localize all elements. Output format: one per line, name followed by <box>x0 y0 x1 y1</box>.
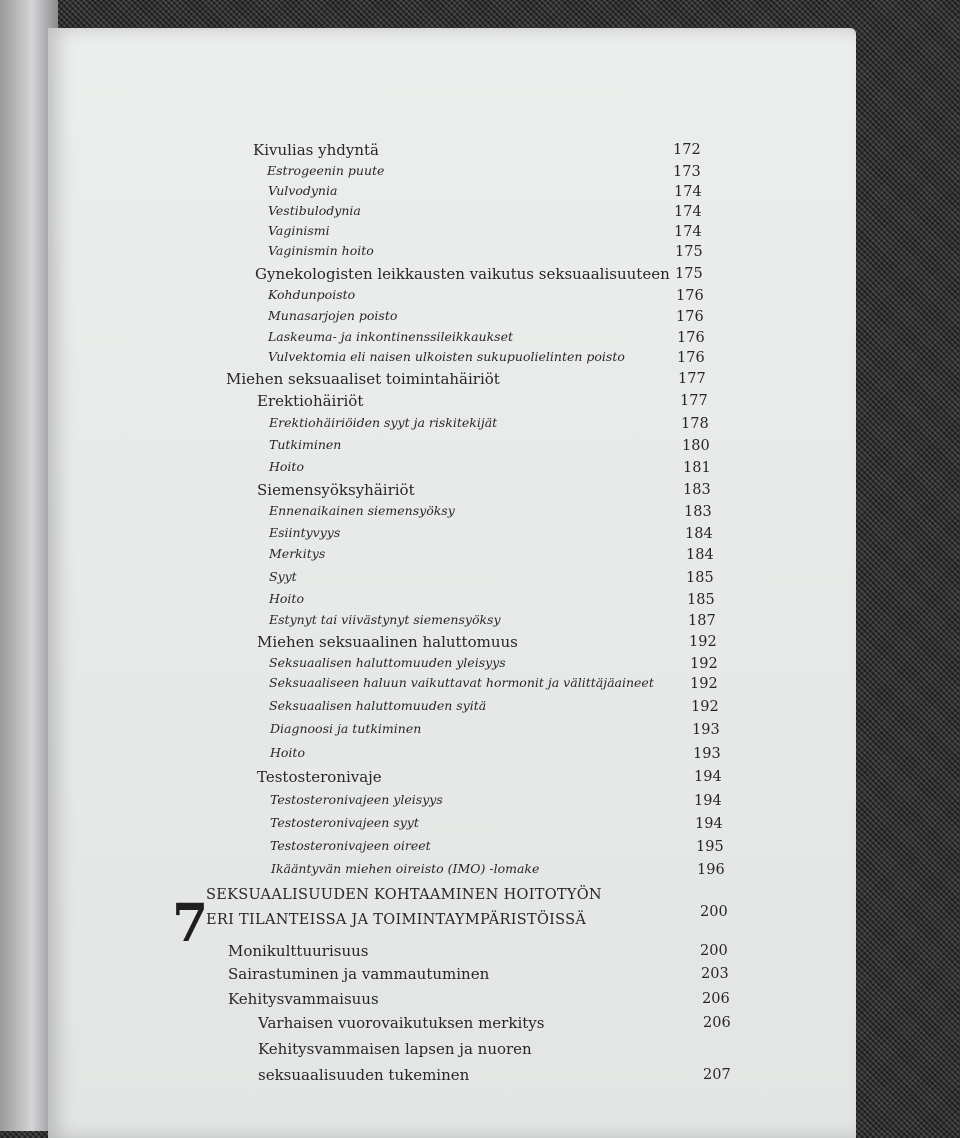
chapter-page-number: 200 <box>700 904 728 920</box>
toc-entry-page-number: 187 <box>688 613 716 629</box>
toc-entry-title: Laskeuma- ja inkontinenssileikkaukset <box>268 329 513 344</box>
toc-entry-title: Miehen seksuaalinen haluttomuus <box>257 633 518 651</box>
toc-entry-page-number: 177 <box>680 393 708 409</box>
toc-entry-title: Seksuaalisen haluttomuuden yleisyys <box>269 655 506 670</box>
toc-entry-page-number: 184 <box>686 547 714 563</box>
toc-entry-page-number: 192 <box>690 676 718 692</box>
toc-entry-page-number: 178 <box>681 416 709 432</box>
toc-entry-title: Sairastuminen ja vammautuminen <box>228 965 490 983</box>
toc-entry-title: Varhaisen vuorovaikutuksen merkitys <box>258 1014 545 1032</box>
toc-entry-page-number: 180 <box>682 438 710 454</box>
toc-entry-page-number: 192 <box>691 699 719 715</box>
toc-entry-page-number: 176 <box>676 288 704 304</box>
toc-entry-title: Ennenaikainen siemensyöksy <box>269 503 455 518</box>
toc-entry-title: Gynekologisten leikkausten vaikutus seksuaalisuuteen <box>255 265 670 283</box>
toc-entry-title: Kivulias yhdyntä <box>253 141 379 159</box>
toc-entry-title: Testosteronivajeen syyt <box>270 815 419 830</box>
toc-entry-title: Hoito <box>270 745 305 760</box>
toc-entry-page-number: 194 <box>694 793 722 809</box>
toc-entry-page-number: 175 <box>675 266 703 282</box>
toc-entry-title: Miehen seksuaaliset toimintahäiriöt <box>226 370 500 388</box>
toc-entry-page-number: 183 <box>683 482 711 498</box>
toc-entry-page-number: 176 <box>676 309 704 325</box>
toc-entry-title: Estrogeenin puute <box>267 163 385 178</box>
toc-entry-title: Erektiohäiriöiden syyt ja riskitekijät <box>269 415 498 430</box>
toc-entry-page-number: 207 <box>703 1067 731 1083</box>
toc-entry-page-number: 200 <box>700 943 728 959</box>
toc-entry-page-number: 194 <box>694 769 722 785</box>
toc-entry-page-number: 203 <box>701 966 729 982</box>
toc-entry-title: Hoito <box>269 459 304 474</box>
toc-entry-page-number: 174 <box>674 204 702 220</box>
toc-entry-page-number: 181 <box>683 460 711 476</box>
toc-entry-title: Munasarjojen poisto <box>268 308 398 323</box>
toc-entry-title: Vaginismin hoito <box>268 243 374 258</box>
toc-entry-page-number: 172 <box>673 142 701 158</box>
toc-entry-page-number: 174 <box>674 224 702 240</box>
toc-entry-title: Ikääntyvän miehen oireisto (IMO) -lomake <box>271 861 540 876</box>
toc-entry-title: Hoito <box>269 591 304 606</box>
toc-entry-page-number: 175 <box>675 244 703 260</box>
toc-entry-page-number: 195 <box>696 839 724 855</box>
toc-entry-title: Erektiohäiriöt <box>257 392 364 410</box>
toc-entry-title: Syyt <box>269 569 297 584</box>
toc-entry-page-number: 185 <box>687 592 715 608</box>
toc-entry-page-number: 176 <box>677 350 705 366</box>
chapter-title-line-2: ERI TILANTEISSA JA TOIMINTAYMPÄRISTÖISSÄ <box>206 912 587 928</box>
toc-entry-page-number: 196 <box>697 862 725 878</box>
toc-entry-title: Seksuaaliseen haluun vaikuttavat hormonit ja välittäjäaineet <box>269 675 654 690</box>
toc-entry-page-number: 173 <box>673 164 701 180</box>
toc-entry-title: Vulvodynia <box>268 183 338 198</box>
toc-entry-title: Esiintyvyys <box>269 525 341 540</box>
toc-entry-title: Vaginismi <box>268 223 330 238</box>
toc-entry-page-number: 177 <box>678 371 706 387</box>
toc-entry-title: Testosteronivajeen oireet <box>270 838 431 853</box>
toc-entry-title: Testosteronivajeen yleisyys <box>270 792 443 807</box>
toc-entry-page-number: 185 <box>686 570 714 586</box>
toc-entry-title: Monikulttuurisuus <box>228 942 369 960</box>
toc-entry-title: Merkitys <box>269 546 326 561</box>
toc-entry-page-number: 174 <box>674 184 702 200</box>
toc-entry-title: Kehitysvammaisuus <box>228 990 379 1008</box>
toc-entry-page-number: 176 <box>677 330 705 346</box>
toc-entry-page-number: 184 <box>685 526 713 542</box>
toc-entry-title: Vulvektomia eli naisen ulkoisten sukupuolielinten poisto <box>268 349 625 364</box>
toc-entry-title: Estynyt tai viivästynyt siemensyöksy <box>269 612 501 627</box>
toc-entry-title: Seksuaalisen haluttomuuden syitä <box>269 698 487 713</box>
toc-entry-page-number: 193 <box>692 722 720 738</box>
toc-entry-page-number: 183 <box>684 504 712 520</box>
toc-entry-title: seksuaalisuuden tukeminen <box>258 1066 470 1084</box>
toc-entry-title: Vestibulodynia <box>268 203 361 218</box>
toc-entry-title: Kohdunpoisto <box>268 287 356 302</box>
toc-entry-title: Tutkiminen <box>269 437 342 452</box>
chapter-title-line-1: SEKSUAALISUUDEN KOHTAAMINEN HOITOTYÖN <box>206 887 602 903</box>
toc-entry-title: Kehitysvammaisen lapsen ja nuoren <box>258 1040 532 1058</box>
toc-entry-page-number: 206 <box>703 1015 731 1031</box>
toc-entry-page-number: 192 <box>689 634 717 650</box>
chapter-number: 7 <box>172 893 209 954</box>
toc-entry-title: Diagnoosi ja tutkiminen <box>270 721 422 736</box>
toc-entry-page-number: 193 <box>693 746 721 762</box>
toc-entry-title: Siemensyöksyhäiriöt <box>257 481 415 499</box>
toc-entry-page-number: 194 <box>695 816 723 832</box>
toc-entry-page-number: 206 <box>702 991 730 1007</box>
toc-entry-page-number: 192 <box>690 656 718 672</box>
toc-entry-title: Testosteronivaje <box>257 768 382 786</box>
